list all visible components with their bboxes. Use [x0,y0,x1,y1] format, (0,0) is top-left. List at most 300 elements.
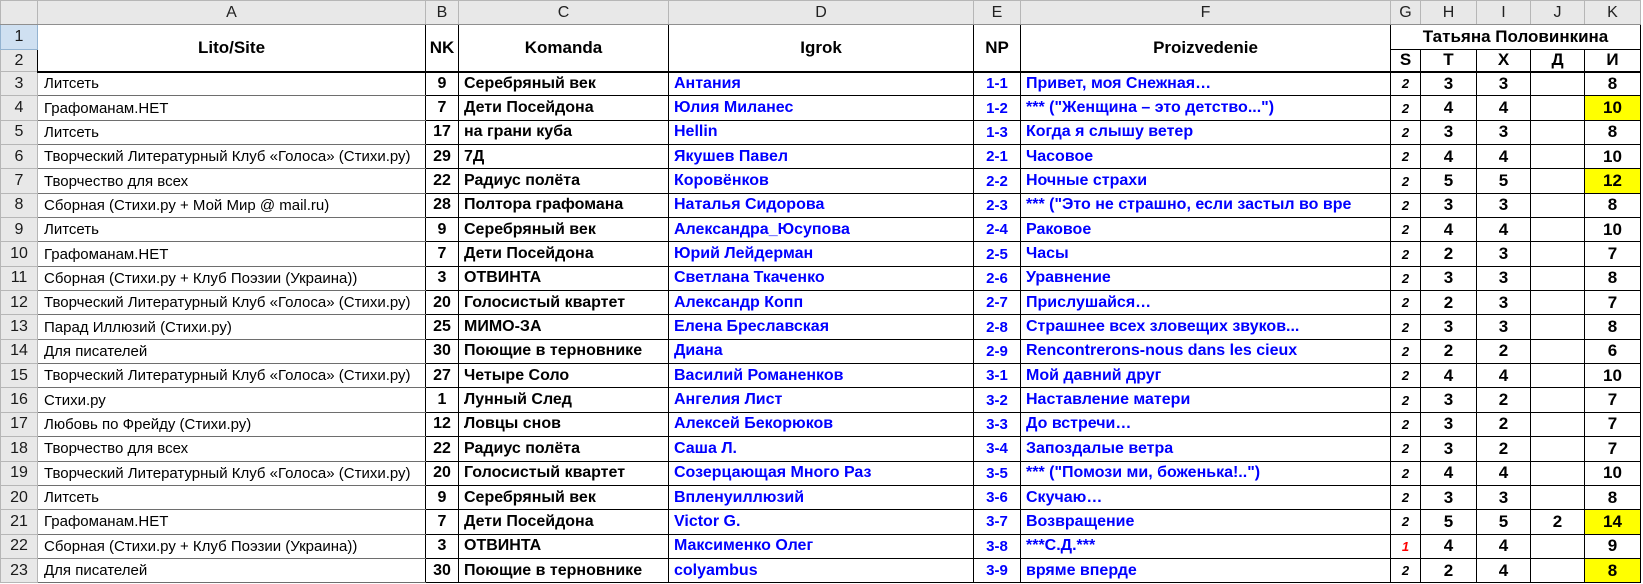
cell-nk[interactable]: 22 [426,437,459,461]
cell-t[interactable]: 3 [1421,193,1477,217]
cell-nk[interactable]: 7 [426,96,459,120]
cell-x[interactable]: 3 [1477,120,1531,144]
row-number[interactable]: 15 [1,364,38,388]
cell-komanda[interactable]: Дети Посейдона [459,242,669,266]
cell-komanda[interactable]: на грани куба [459,120,669,144]
cell-komanda[interactable]: Серебряный век [459,485,669,509]
cell-d[interactable] [1531,388,1585,412]
cell-np[interactable]: 2-5 [974,242,1021,266]
header-sub-d[interactable]: Д [1531,50,1585,72]
row-number[interactable]: 4 [1,96,38,120]
cell-komanda[interactable]: ОТВИНТА [459,266,669,290]
cell-s[interactable]: 2 [1391,485,1421,509]
row-number[interactable]: 20 [1,485,38,509]
cell-d[interactable] [1531,266,1585,290]
cell-np[interactable]: 2-3 [974,193,1021,217]
cell-x[interactable]: 5 [1477,169,1531,193]
cell-igrok[interactable]: Созерцающая Много Раз [669,461,974,485]
cell-nk[interactable]: 9 [426,485,459,509]
cell-s[interactable]: 2 [1391,461,1421,485]
cell-lito-site[interactable]: Творческий Литературный Клуб «Голоса» (Стихи.ру) [38,291,426,315]
cell-lito-site[interactable]: Литсеть [38,72,426,96]
cell-np[interactable]: 3-3 [974,412,1021,436]
header-row-1 [1,25,1641,50]
row-number[interactable]: 6 [1,145,38,169]
cell-nk[interactable]: 12 [426,412,459,436]
cell-i[interactable]: 7 [1585,242,1641,266]
cell-i[interactable]: 10 [1585,96,1641,120]
cell-d[interactable] [1531,291,1585,315]
table-row [1,218,1641,242]
cell-np[interactable]: 2-7 [974,291,1021,315]
cell-np[interactable]: 1-1 [974,72,1021,96]
cell-igrok[interactable]: colyambus [669,558,974,582]
table-row [1,315,1641,339]
cell-x[interactable]: 4 [1477,218,1531,242]
cell-s[interactable]: 2 [1391,315,1421,339]
cell-i[interactable]: 8 [1585,120,1641,144]
cell-i[interactable]: 12 [1585,169,1641,193]
column-header-f[interactable]: F [1021,1,1391,25]
cell-np[interactable]: 3-9 [974,558,1021,582]
row-number[interactable]: 9 [1,218,38,242]
cell-d[interactable] [1531,412,1585,436]
cell-proizvedenie[interactable]: Скучаю… [1021,485,1391,509]
cell-i[interactable]: 10 [1585,218,1641,242]
cell-d[interactable] [1531,437,1585,461]
cell-igrok[interactable]: Hellin [669,120,974,144]
cell-d[interactable] [1531,461,1585,485]
cell-igrok[interactable]: Victor G. [669,510,974,534]
cell-komanda[interactable]: Дети Посейдона [459,510,669,534]
cell-t[interactable]: 3 [1421,485,1477,509]
cell-s[interactable]: 2 [1391,339,1421,363]
cell-komanda[interactable]: Ловцы снов [459,412,669,436]
cell-i[interactable]: 14 [1585,510,1641,534]
row-number[interactable]: 17 [1,412,38,436]
cell-igrok[interactable]: Юрий Лейдерман [669,242,974,266]
cell-s[interactable]: 2 [1391,72,1421,96]
cell-komanda[interactable]: Лунный След [459,388,669,412]
cell-lito-site[interactable]: Литсеть [38,485,426,509]
cell-komanda[interactable]: Радиус полёта [459,437,669,461]
row-number[interactable]: 12 [1,291,38,315]
cell-t[interactable]: 3 [1421,266,1477,290]
cell-lito-site[interactable]: Литсеть [38,120,426,144]
header-sub-t[interactable]: T [1421,50,1477,72]
cell-t[interactable]: 2 [1421,339,1477,363]
cell-np[interactable]: 3-1 [974,364,1021,388]
table-row [1,461,1641,485]
cell-proizvedenie[interactable]: Часы [1021,242,1391,266]
cell-proizvedenie[interactable]: Уравнение [1021,266,1391,290]
cell-d[interactable] [1531,218,1585,242]
cell-s[interactable]: 2 [1391,437,1421,461]
cell-lito-site[interactable]: Творчество для всех [38,437,426,461]
cell-igrok[interactable]: Юлия Миланес [669,96,974,120]
cell-np[interactable]: 2-2 [974,169,1021,193]
cell-nk[interactable]: 22 [426,169,459,193]
column-header-c[interactable]: C [459,1,669,25]
cell-x[interactable]: 3 [1477,315,1531,339]
cell-proizvedenie[interactable]: *** ("Это не страшно, если застыл во вре [1021,193,1391,217]
cell-i[interactable]: 10 [1585,461,1641,485]
cell-s[interactable]: 2 [1391,193,1421,217]
row-number[interactable]: 11 [1,266,38,290]
header-nk[interactable]: NK [426,25,459,72]
cell-lito-site[interactable]: Сборная (Стихи.ру + Клуб Поэзии (Украина)) [38,534,426,558]
cell-i[interactable]: 10 [1585,145,1641,169]
cell-t[interactable]: 5 [1421,510,1477,534]
header-komanda[interactable]: Komanda [459,25,669,72]
cell-x[interactable]: 5 [1477,510,1531,534]
cell-i[interactable]: 7 [1585,412,1641,436]
cell-d[interactable] [1531,96,1585,120]
header-igrok[interactable]: Igrok [669,25,974,72]
cell-lito-site[interactable]: Для писателей [38,339,426,363]
cell-proizvedenie[interactable]: вряме вперде [1021,558,1391,582]
cell-proizvedenie[interactable]: Rencontrerons-nous dans les cieux [1021,339,1391,363]
cell-i[interactable]: 8 [1585,193,1641,217]
cell-igrok[interactable]: Саша Л. [669,437,974,461]
row-number[interactable]: 21 [1,510,38,534]
cell-lito-site[interactable]: Творческий Литературный Клуб «Голоса» (Стихи.ру) [38,364,426,388]
cell-np[interactable]: 2-8 [974,315,1021,339]
row-number[interactable]: 22 [1,534,38,558]
column-header-e[interactable]: E [974,1,1021,25]
cell-igrok[interactable]: Светлана Ткаченко [669,266,974,290]
cell-nk[interactable]: 9 [426,72,459,96]
cell-igrok[interactable]: Василий Романенков [669,364,974,388]
cell-s[interactable]: 2 [1391,510,1421,534]
cell-s[interactable]: 2 [1391,145,1421,169]
cell-lito-site[interactable]: Стихи.ру [38,388,426,412]
cell-lito-site[interactable]: Сборная (Стихи.ру + Клуб Поэзии (Украина)) [38,266,426,290]
cell-t[interactable]: 3 [1421,72,1477,96]
cell-igrok[interactable]: Алексей Бекорюков [669,412,974,436]
cell-igrok[interactable]: Ангелия Лист [669,388,974,412]
cell-x[interactable]: 3 [1477,193,1531,217]
table-row [1,266,1641,290]
table-row [1,510,1641,534]
cell-komanda[interactable]: МИМО-ЗА [459,315,669,339]
cell-d[interactable] [1531,242,1585,266]
cell-proizvedenie[interactable]: Страшнее всех зловещих звуков... [1021,315,1391,339]
cell-i[interactable]: 8 [1585,315,1641,339]
table-row [1,534,1641,558]
cell-s[interactable]: 2 [1391,266,1421,290]
cell-s[interactable]: 2 [1391,96,1421,120]
cell-igrok[interactable]: Максименко Олег [669,534,974,558]
column-header-row [1,1,1641,25]
cell-d[interactable] [1531,315,1585,339]
cell-igrok[interactable]: Елена Бреславская [669,315,974,339]
table-row [1,242,1641,266]
cell-np[interactable]: 1-2 [974,96,1021,120]
cell-s[interactable]: 2 [1391,169,1421,193]
cell-s[interactable]: 2 [1391,388,1421,412]
row-number[interactable]: 19 [1,461,38,485]
cell-komanda[interactable]: ОТВИНТА [459,534,669,558]
cell-komanda[interactable]: Дети Посейдона [459,96,669,120]
cell-x[interactable]: 2 [1477,339,1531,363]
column-header-b[interactable]: B [426,1,459,25]
cell-d[interactable] [1531,72,1585,96]
cell-np[interactable]: 2-4 [974,218,1021,242]
cell-proizvedenie[interactable]: Раковое [1021,218,1391,242]
cell-komanda[interactable]: Четыре Соло [459,364,669,388]
cell-t[interactable]: 3 [1421,412,1477,436]
cell-komanda[interactable]: 7Д [459,145,669,169]
cell-np[interactable]: 3-2 [974,388,1021,412]
table-row [1,96,1641,120]
cell-lito-site[interactable]: Сборная (Стихи.ру + Мой Мир @ mail.ru) [38,193,426,217]
cell-nk[interactable]: 20 [426,461,459,485]
cell-proizvedenie[interactable]: *** ("Женщина – это детство...") [1021,96,1391,120]
row-number[interactable]: 16 [1,388,38,412]
cell-np[interactable]: 3-4 [974,437,1021,461]
cell-s[interactable]: 2 [1391,412,1421,436]
cell-t[interactable]: 4 [1421,145,1477,169]
column-header-g[interactable]: G [1391,1,1421,25]
column-header-i[interactable]: I [1477,1,1531,25]
cell-np[interactable]: 2-1 [974,145,1021,169]
table-row [1,145,1641,169]
cell-igrok[interactable]: Коровёнков [669,169,974,193]
table-row [1,364,1641,388]
cell-lito-site[interactable]: Творческий Литературный Клуб «Голоса» (Стихи.ру) [38,145,426,169]
cell-lito-site[interactable]: Любовь по Фрейду (Стихи.ру) [38,412,426,436]
cell-i[interactable]: 10 [1585,364,1641,388]
column-header-a[interactable]: A [38,1,426,25]
cell-i[interactable]: 8 [1585,485,1641,509]
cell-proizvedenie[interactable]: Возвращение [1021,510,1391,534]
cell-np[interactable]: 3-6 [974,485,1021,509]
cell-proizvedenie[interactable]: Ночные страхи [1021,169,1391,193]
cell-proizvedenie[interactable]: Наставление матери [1021,388,1391,412]
cell-d[interactable]: 2 [1531,510,1585,534]
cell-t[interactable]: 3 [1421,120,1477,144]
cell-i[interactable]: 6 [1585,339,1641,363]
cell-proizvedenie[interactable]: Привет, моя Снежная… [1021,72,1391,96]
cell-t[interactable]: 2 [1421,558,1477,582]
cell-nk[interactable]: 25 [426,315,459,339]
cell-t[interactable]: 2 [1421,291,1477,315]
header-judge-name[interactable]: Татьяна Половинкина [1391,25,1641,50]
cell-nk[interactable]: 17 [426,120,459,144]
cell-s[interactable]: 2 [1391,291,1421,315]
cell-t[interactable]: 3 [1421,437,1477,461]
cell-s[interactable]: 2 [1391,242,1421,266]
cell-i[interactable]: 8 [1585,558,1641,582]
cell-t[interactable]: 5 [1421,169,1477,193]
cell-d[interactable] [1531,193,1585,217]
sheet-body [1,72,1641,583]
header-np[interactable]: NP [974,25,1021,72]
cell-d[interactable] [1531,145,1585,169]
cell-d[interactable] [1531,558,1585,582]
cell-t[interactable]: 4 [1421,364,1477,388]
cell-x[interactable]: 2 [1477,388,1531,412]
cell-nk[interactable]: 27 [426,364,459,388]
cell-i[interactable]: 8 [1585,266,1641,290]
cell-x[interactable]: 2 [1477,437,1531,461]
cell-d[interactable] [1531,169,1585,193]
cell-d[interactable] [1531,364,1585,388]
cell-x[interactable]: 3 [1477,72,1531,96]
row-header-2[interactable]: 2 [1,50,38,72]
cell-lito-site[interactable]: Литсеть [38,218,426,242]
cell-komanda[interactable]: Голосистый квартет [459,461,669,485]
cell-igrok[interactable]: Диана [669,339,974,363]
header-sub-s[interactable]: S [1391,50,1421,72]
row-number[interactable]: 5 [1,120,38,144]
cell-komanda[interactable]: Радиус полёта [459,169,669,193]
cell-igrok[interactable]: Наталья Сидорова [669,193,974,217]
cell-lito-site[interactable]: Для писателей [38,558,426,582]
cell-x[interactable]: 3 [1477,485,1531,509]
cell-nk[interactable]: 20 [426,291,459,315]
cell-i[interactable]: 7 [1585,291,1641,315]
cell-igrok[interactable]: Александра_Юсупова [669,218,974,242]
cell-i[interactable]: 9 [1585,534,1641,558]
cell-igrok[interactable]: Александр Копп [669,291,974,315]
cell-proizvedenie[interactable]: Когда я слышу ветер [1021,120,1391,144]
cell-x[interactable]: 4 [1477,534,1531,558]
cell-np[interactable]: 2-6 [974,266,1021,290]
cell-nk[interactable]: 7 [426,242,459,266]
table-row [1,558,1641,582]
cell-d[interactable] [1531,120,1585,144]
cell-nk[interactable]: 1 [426,388,459,412]
cell-i[interactable]: 8 [1585,72,1641,96]
cell-x[interactable]: 4 [1477,96,1531,120]
table-row [1,120,1641,144]
cell-x[interactable]: 3 [1477,242,1531,266]
cell-proizvedenie[interactable]: ***С.Д.*** [1021,534,1391,558]
table-row [1,291,1641,315]
row-number[interactable]: 8 [1,193,38,217]
cell-komanda[interactable]: Голосистый квартет [459,291,669,315]
row-number[interactable]: 3 [1,72,38,96]
table-row [1,437,1641,461]
cell-x[interactable]: 2 [1477,412,1531,436]
row-header-1[interactable]: 1 [1,25,38,50]
cell-igrok[interactable]: Якушев Павел [669,145,974,169]
cell-t[interactable]: 3 [1421,315,1477,339]
cell-s[interactable]: 2 [1391,218,1421,242]
cell-np[interactable]: 3-7 [974,510,1021,534]
cell-x[interactable]: 4 [1477,364,1531,388]
cell-lito-site[interactable]: Графоманам.НЕТ [38,242,426,266]
cell-nk[interactable]: 3 [426,266,459,290]
header-lito-site[interactable]: Lito/Site [38,25,426,72]
cell-nk[interactable]: 30 [426,339,459,363]
cell-nk[interactable]: 7 [426,510,459,534]
cell-nk[interactable]: 29 [426,145,459,169]
cell-lito-site[interactable]: Парад Иллюзий (Стихи.ру) [38,315,426,339]
cell-proizvedenie[interactable]: Запоздалые ветра [1021,437,1391,461]
table-row [1,339,1641,363]
column-header-d[interactable]: D [669,1,974,25]
cell-x[interactable]: 4 [1477,145,1531,169]
cell-i[interactable]: 7 [1585,437,1641,461]
cell-s[interactable]: 2 [1391,558,1421,582]
column-header-j[interactable]: J [1531,1,1585,25]
cell-np[interactable]: 1-3 [974,120,1021,144]
column-header-h[interactable]: H [1421,1,1477,25]
row-number[interactable]: 23 [1,558,38,582]
cell-x[interactable]: 3 [1477,266,1531,290]
row-number[interactable]: 10 [1,242,38,266]
cell-proizvedenie[interactable]: До встречи… [1021,412,1391,436]
cell-igrok[interactable]: Впленуиллюзий [669,485,974,509]
cell-d[interactable] [1531,485,1585,509]
cell-s[interactable]: 2 [1391,120,1421,144]
table-row [1,412,1641,436]
cell-t[interactable]: 4 [1421,218,1477,242]
cell-lito-site[interactable]: Графоманам.НЕТ [38,510,426,534]
cell-np[interactable]: 3-5 [974,461,1021,485]
cell-nk[interactable]: 28 [426,193,459,217]
cell-np[interactable]: 3-8 [974,534,1021,558]
cell-nk[interactable]: 3 [426,534,459,558]
header-proizvedenie[interactable]: Proizvedenie [1021,25,1391,72]
cell-x[interactable]: 4 [1477,461,1531,485]
select-all-corner[interactable] [1,1,38,25]
cell-t[interactable]: 3 [1421,388,1477,412]
cell-proizvedenie[interactable]: Часовое [1021,145,1391,169]
cell-komanda[interactable]: Полтора графомана [459,193,669,217]
cell-s[interactable]: 1 [1391,534,1421,558]
row-number[interactable]: 13 [1,315,38,339]
cell-komanda[interactable]: Поющие в терновнике [459,558,669,582]
table-row [1,193,1641,217]
cell-t[interactable]: 4 [1421,96,1477,120]
cell-proizvedenie[interactable]: Прислушайся… [1021,291,1391,315]
header-sub-i[interactable]: И [1585,50,1641,72]
cell-d[interactable] [1531,534,1585,558]
cell-proizvedenie[interactable]: Мой давний друг [1021,364,1391,388]
cell-lito-site[interactable]: Творчество для всех [38,169,426,193]
cell-lito-site[interactable]: Графоманам.НЕТ [38,96,426,120]
cell-d[interactable] [1531,339,1585,363]
cell-s[interactable]: 2 [1391,364,1421,388]
cell-nk[interactable]: 30 [426,558,459,582]
table-row [1,388,1641,412]
cell-t[interactable]: 2 [1421,242,1477,266]
cell-t[interactable]: 4 [1421,461,1477,485]
cell-nk[interactable]: 9 [426,218,459,242]
column-header-k[interactable]: K [1585,1,1641,25]
cell-t[interactable]: 4 [1421,534,1477,558]
cell-proizvedenie[interactable]: *** ("Помози ми, боженька!..") [1021,461,1391,485]
cell-i[interactable]: 7 [1585,388,1641,412]
row-number[interactable]: 7 [1,169,38,193]
header-sub-x[interactable]: Х [1477,50,1531,72]
cell-komanda[interactable]: Поющие в терновнике [459,339,669,363]
cell-komanda[interactable]: Серебряный век [459,72,669,96]
row-number[interactable]: 18 [1,437,38,461]
cell-x[interactable]: 3 [1477,291,1531,315]
cell-x[interactable]: 4 [1477,558,1531,582]
table-row [1,485,1641,509]
cell-lito-site[interactable]: Творческий Литературный Клуб «Голоса» (Стихи.ру) [38,461,426,485]
row-number[interactable]: 14 [1,339,38,363]
cell-np[interactable]: 2-9 [974,339,1021,363]
cell-komanda[interactable]: Серебряный век [459,218,669,242]
cell-igrok[interactable]: Антания [669,72,974,96]
